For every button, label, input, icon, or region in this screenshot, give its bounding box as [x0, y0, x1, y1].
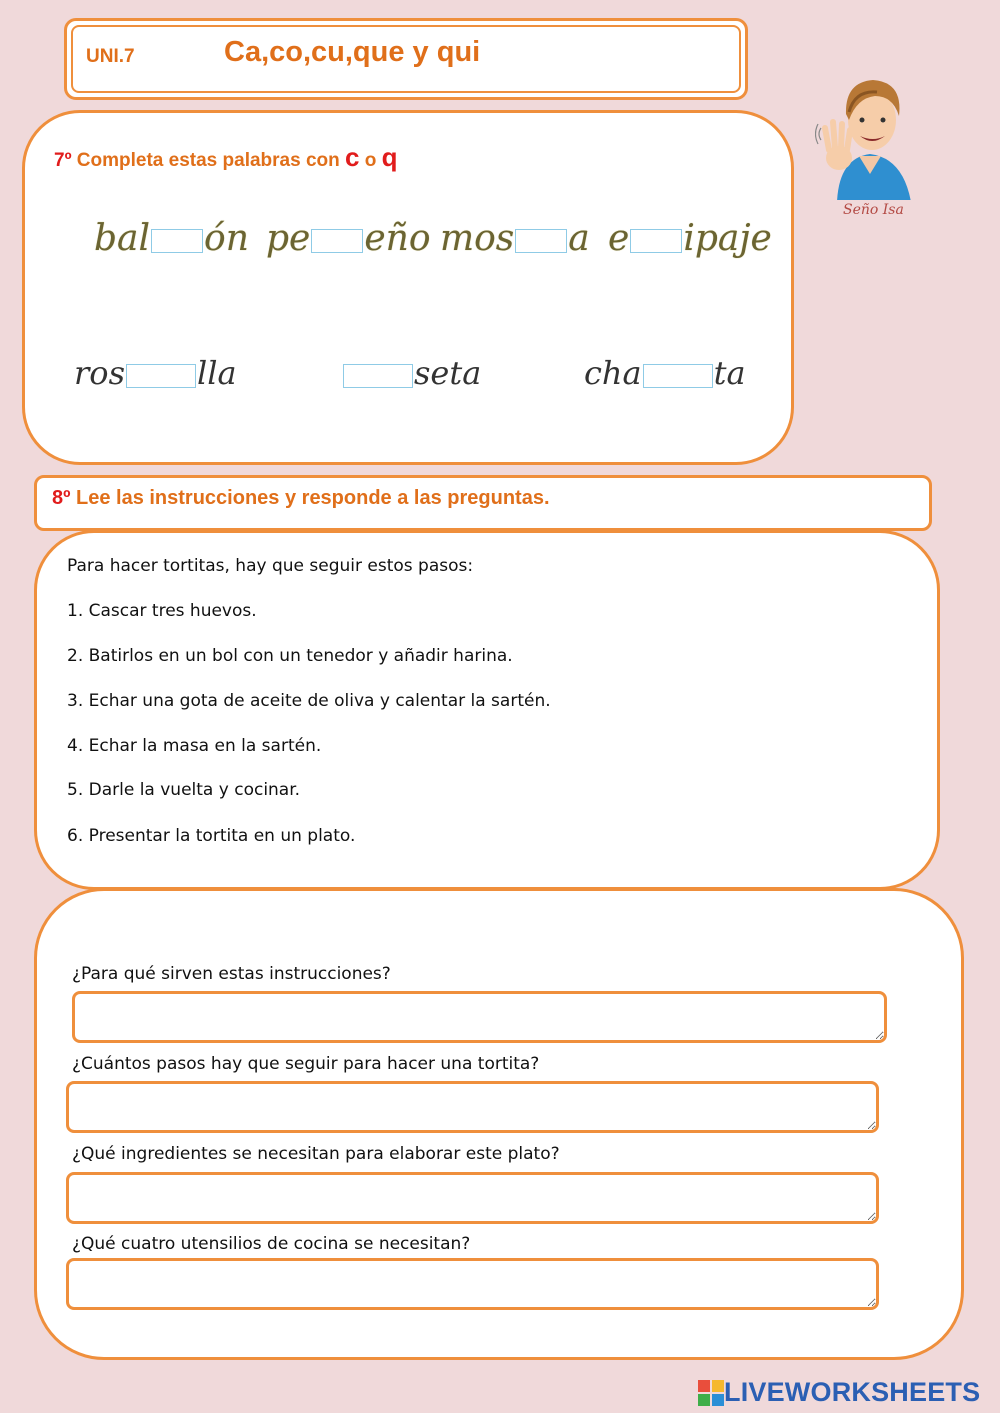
word-blank-input[interactable] [151, 229, 203, 253]
recipe-step: 5. Darle la vuelta y cocinar. [67, 780, 301, 800]
word-balcon: bal ón [94, 218, 249, 259]
exercise-8-number: 8º [52, 487, 71, 509]
recipe-step: 3. Echar una gota de aceite de oliva y calentar la sartén. [67, 691, 551, 711]
recipe-step: 4. Echar la masa en la sartén. [67, 736, 322, 756]
word-mosca: mos a [440, 218, 590, 259]
answer-steps-count-input[interactable] [66, 1081, 879, 1133]
unit-label: UNI.7 [86, 46, 135, 67]
page-title: Ca,co,cu,que y qui [224, 36, 481, 68]
exercise-7-instruction: Completa estas palabras con [76, 150, 340, 171]
recipe-step: 2. Batirlos en un bol con un tenedor y añadir harina. [67, 646, 513, 666]
word-blank-input[interactable] [343, 364, 413, 388]
answer-ingredients-input[interactable] [66, 1172, 879, 1224]
letter-c: c [345, 142, 360, 172]
brand-name: LIVEWORKSHEETS [724, 1377, 981, 1407]
liveworksheets-logo [698, 1377, 980, 1408]
exercise-8-heading [52, 487, 550, 510]
word-chaqueta: cha ta [584, 354, 746, 392]
answer-utensils-input[interactable] [66, 1258, 879, 1310]
teacher-avatar-icon [815, 70, 925, 200]
exercise-8-instruction: Lee las instrucciones y responde a las preguntas. [76, 487, 550, 509]
letter-q: q [381, 142, 398, 172]
question-steps-count: ¿Cuántos pasos hay que seguir para hacer una tortita? [72, 1054, 540, 1074]
word-blank-input[interactable] [311, 229, 363, 253]
word-equipaje: e ipaje [608, 218, 772, 259]
liveworksheets-logo-icon [698, 1380, 724, 1406]
question-utensils: ¿Qué cuatro utensilios de cocina se necesitan? [72, 1234, 471, 1254]
recipe-step: 6. Presentar la tortita en un plato. [67, 826, 356, 846]
exercise-7-heading [54, 142, 398, 173]
word-blank-input[interactable] [515, 229, 567, 253]
word-caseta: seta [342, 354, 481, 392]
avatar-caption: Seño Isa [843, 202, 904, 218]
answer-purpose-input[interactable] [72, 991, 887, 1043]
word-blank-input[interactable] [643, 364, 713, 388]
word-pequeno: pe eño [266, 218, 431, 259]
exercise-7-number: 7º [54, 150, 72, 171]
word-rosquilla: ros lla [74, 354, 237, 392]
question-ingredients: ¿Qué ingredientes se necesitan para elaborar este plato? [72, 1144, 560, 1164]
recipe-intro: Para hacer tortitas, hay que seguir estos pasos: [67, 556, 474, 576]
recipe-step: 1. Cascar tres huevos. [67, 601, 257, 621]
word-blank-input[interactable] [630, 229, 682, 253]
question-purpose: ¿Para qué sirven estas instrucciones? [72, 964, 391, 984]
connector-o: o [364, 150, 377, 171]
word-blank-input[interactable] [126, 364, 196, 388]
